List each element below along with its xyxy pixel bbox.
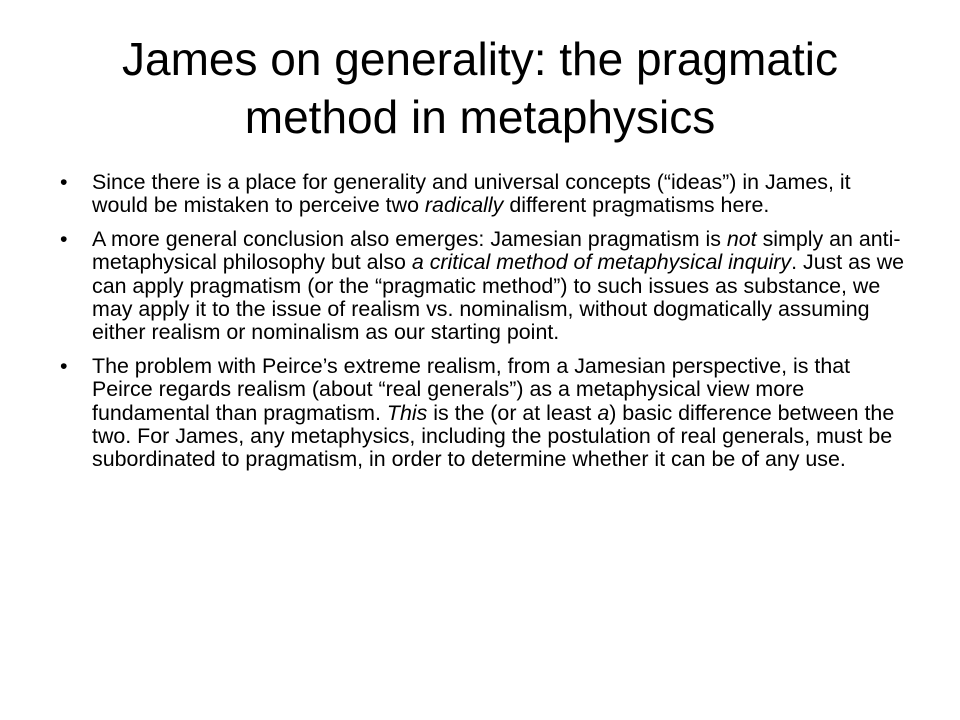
bullet-text-segment: The problem with Peirce’s extreme realism, from a Jamesian perspective, is that Peirce regards realism (about “real generals”) as a metaphysical view more fundamental than pragmatism. [92,353,851,425]
bullet-list [60,171,910,482]
bullet-text-segment: A more general conclusion also emerges: Jamesian pragmatism is [92,226,727,251]
bullet-dot-icon: • [60,226,68,251]
bullet-text-emphasis: a [597,400,610,425]
bullet-text [92,354,894,472]
bullet-dot-icon: • [60,353,68,378]
bullet-item [60,171,910,218]
bullet-text-segment: different pragmatisms here. [503,193,770,218]
bullet-text-emphasis: This [386,400,428,425]
slide-title [48,30,912,146]
bullet-item [60,228,910,345]
bullet-text-segment: Since there is a place for generality and universal concepts (“ideas”) in James, it would be mistaken to perceive two [92,170,851,218]
bullet-text-segment: is the (or at least [427,400,598,425]
bullet-text-segment: ) basic difference between the two. For James, any metaphysics, including the postulation of real generals, must be subordinated to pragmatism, in order to determine whether it can be of any use. [92,400,895,472]
bullet-text-segment: simply an anti-metaphysical philosophy but also [92,226,901,275]
bullet-text-emphasis: not [726,226,757,251]
bullet-item [60,355,910,472]
bullet-text [92,227,904,345]
slide-title-line-1: James on generality: the pragmatic [122,33,838,85]
bullet-text-segment: . Just as we can apply pragmatism (or the “pragmatic method”) to such issues as substance, we may apply it to the issue of realism vs. nominalism, without dogmatically assuming either realism or nominalism as our starting point. [92,250,905,345]
bullet-text [92,170,851,217]
bullet-text-emphasis: a critical method of metaphysical inquiry [411,250,792,275]
slide-title-line-2: method in metaphysics [244,91,716,143]
bullet-dot-icon: • [60,170,68,194]
bullet-text-emphasis: radically [424,193,504,218]
